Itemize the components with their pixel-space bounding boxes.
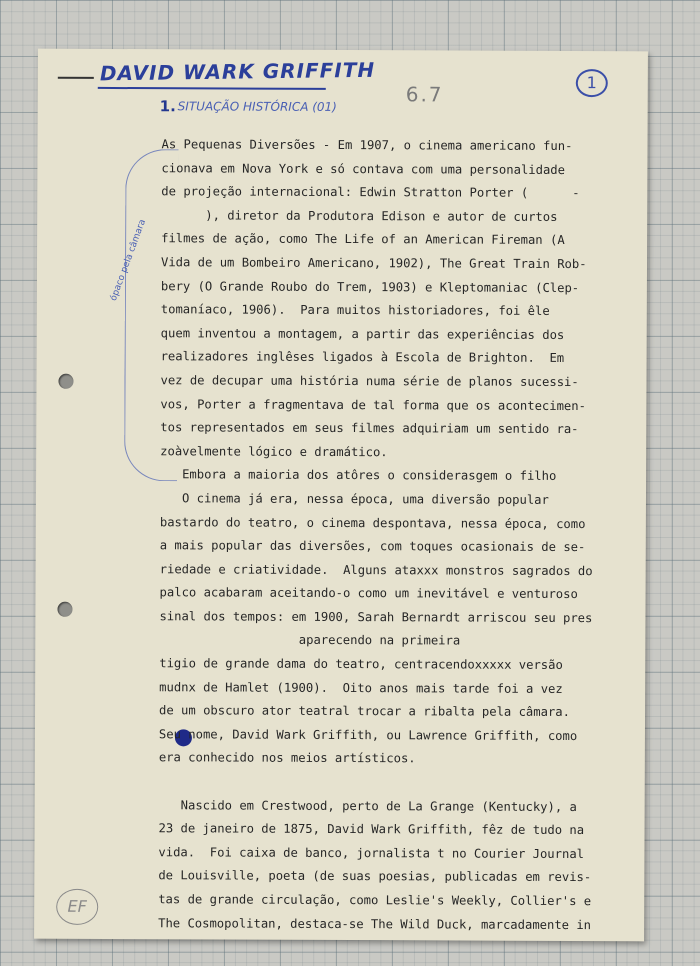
typewritten-page — [34, 49, 648, 942]
typed-line: tos representados em seus filmes adquiriam um sentido ra- — [160, 420, 579, 437]
typed-line: era conhecido nos meios artísticos. — [158, 750, 416, 766]
typed-line: Vida de um Bombeiro Americano, 1902), The Great Train Rob- — [160, 255, 587, 272]
typed-line: vez de decupar uma história numa série de planos sucessi- — [160, 373, 579, 389]
typed-line: aparecendo na primeira — [159, 632, 461, 648]
typed-line — [159, 770, 592, 795]
typed-line: mudnx de Hamlet (1900). Oito anos mais tarde foi a vez — [159, 679, 563, 696]
circled-page-number: 1 — [576, 69, 608, 97]
typed-line: As Pequenas Diversões - Em 1907, o cinema americano fun- — [161, 137, 573, 154]
typed-line: de Louisville, poeta (de suas poesias, publicadas em revis- — [158, 868, 592, 885]
typed-line: O cinema já era, nessa época, uma diversão popular — [159, 491, 549, 507]
typed-line: filmes de ação, como The Life of an American Fireman (A — [161, 231, 565, 248]
typed-line: Seu nome, David Wark Griffith, ou Lawrence Griffith, como — [158, 727, 578, 743]
typed-line: riedade e criatividade. Alguns ataxxx monstros sagrados do — [159, 561, 593, 578]
typed-line: 23 de janeiro de 1875, David Wark Griffith, fêz de tudo na — [158, 821, 585, 838]
typed-line: Nascido em Crestwood, perto de La Grange (Kentucky), a — [158, 797, 577, 814]
typed-line: tigio de grande dama do teatro, centracendoxxxxx versão — [159, 656, 563, 673]
title-dash — [58, 77, 94, 79]
typed-line: realizadores inglêses ligados à Escola de Brighton. Em — [160, 349, 565, 366]
title-underline — [98, 87, 326, 90]
typed-line: bastardo do teatro, o cinema despontava, nessa época, como — [159, 514, 586, 531]
section-number: 1. — [159, 97, 176, 116]
typed-line: vos, Porter a fragmentava de tal forma que os acontecimen- — [160, 396, 587, 413]
typescript-body — [158, 133, 594, 937]
typed-line: a mais popular das diversões, com toques ocasionais de se- — [159, 538, 586, 555]
typed-line: zoàvelmente lógico e dramático. — [160, 443, 388, 459]
typed-line: Embora a maioria dos atôres o considerasgem o filho — [160, 467, 557, 484]
typed-line: sinal dos tempos: em 1900, Sarah Bernardt arriscou seu pres — [159, 609, 593, 625]
typed-line: The Cosmopolitan, destaca-se The Wild Duck, marcadamente in — [158, 915, 592, 932]
section-label: SITUAÇÃO HISTÓRICA (01) — [177, 99, 337, 114]
typed-line: de projeção internacional: Edwin Stratton Porter ( - — [161, 184, 580, 201]
typed-line: tas de grande circulação, como Leslie's Weekly, Collier's e — [158, 892, 592, 909]
handwritten-title: DAVID WARK GRIFFITH — [99, 57, 376, 86]
margin-note: ópaco pela câmara — [108, 218, 149, 303]
typed-line: cionava em Nova York e só contava com uma personalidade — [161, 160, 566, 177]
typed-line: vida. Foi caixa de banco, jornalista t no Courier Journal — [158, 845, 585, 861]
typed-line: de um obscuro ator teatral trocar a ribalta pela câmara. — [159, 703, 570, 720]
typed-line: ), diretor da Produtora Edison e autor de curtos — [161, 207, 558, 224]
punch-hole-top — [58, 374, 73, 389]
typed-line: quem inventou a montagem, a partir das experiências dos — [160, 325, 565, 342]
typed-line: bery (O Grande Roubo do Trem, 1903) e Kleptomaniac (Clep- — [160, 278, 580, 295]
pencil-page-number: 6.7 — [405, 82, 444, 107]
bottom-circled-mark: EF — [56, 889, 98, 925]
typed-line: palco acabaram aceitando-o como um inevitável e venturoso — [159, 585, 578, 602]
typed-line: tomaníaco, 1906). Para muitos historiadores, foi êle — [160, 302, 550, 319]
punch-hole-bottom — [57, 602, 72, 617]
